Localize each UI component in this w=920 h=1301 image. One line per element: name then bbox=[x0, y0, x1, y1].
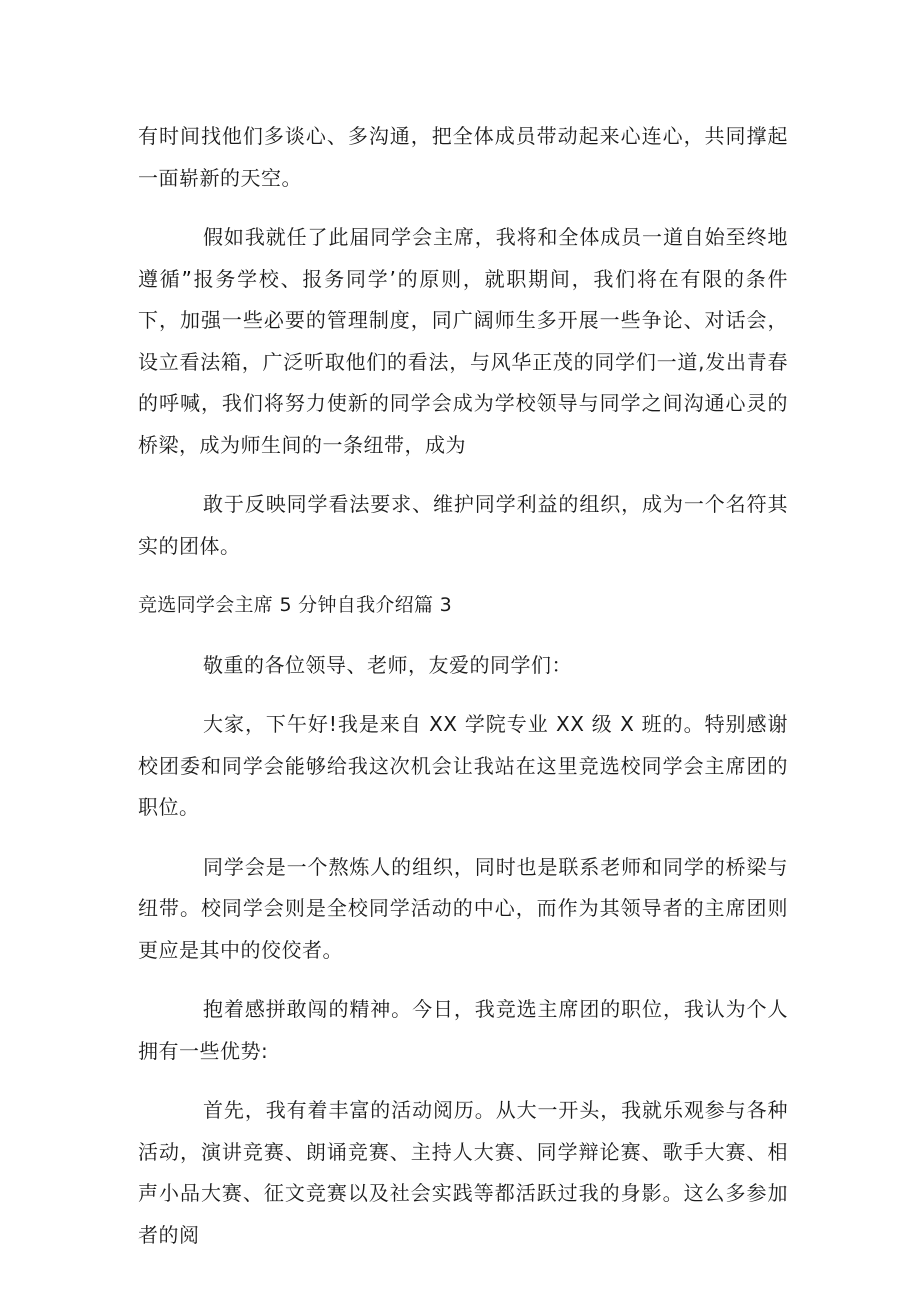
paragraph-student-union: 同学会是一个熬炼人的组织，同时也是联系老师和同学的桥梁与纽带。校同学会则是全校同学活动的中心，而作为其领导者的主席团则更应是其中的佼佼者。 bbox=[138, 854, 788, 962]
paragraph-advantages: 抱着感拼敢闯的精神。今日，我竞选主席团的职位，我认为个人拥有一些优势: bbox=[138, 997, 788, 1063]
paragraph-salutation: 敬重的各位领导、老师，友爱的同学们： bbox=[203, 652, 572, 677]
document-body bbox=[138, 116, 788, 1274]
section-heading: 竞选同学会主席 5 分钟自我介绍篇 3 bbox=[138, 594, 452, 616]
paragraph-1: 有时间找他们多谈心、多沟通，把全体成员带动起来心连心，共同撑起一面崭新的天空。 bbox=[138, 124, 788, 190]
paragraph-greeting: 大家，下午好!我是来自 XX 学院专业 XX 级 X 班的。特别感谢校团委和同学会能够给我这次机会让我站在这里竞选校同学会主席团的职位。 bbox=[138, 712, 788, 819]
paragraph-3: 敢于反映同学看法要求、维护同学利益的组织，成为一个名符其实的团体。 bbox=[138, 492, 788, 558]
paragraph-2: 假如我就任了此届同学会主席，我将和全体成员一道自始至终地遵循”报务学校、报务同学’的原则，就职期间，我们将在有限的条件下，加强一些必要的管理制度，同广阔师生多开展一些争论、对话会，设立看法箱，广泛听取他们的看法，与风华正茂的同学们一道,发出青春的呼喊，我们将努力使新的同学会成为学校领导与同学之间沟通心灵的桥梁，成为师生间的一条纽带，成为 bbox=[138, 225, 788, 457]
paragraph-experience: 首先，我有着丰富的活动阅历。从大一开头，我就乐观参与各种活动，演讲竞赛、朗诵竞赛、主持人大赛、同学辩论赛、歌手大赛、相声小品大赛、征文竞赛以及社会实践等都活跃过我的身影。这么多参加者的阅 bbox=[138, 1098, 788, 1247]
